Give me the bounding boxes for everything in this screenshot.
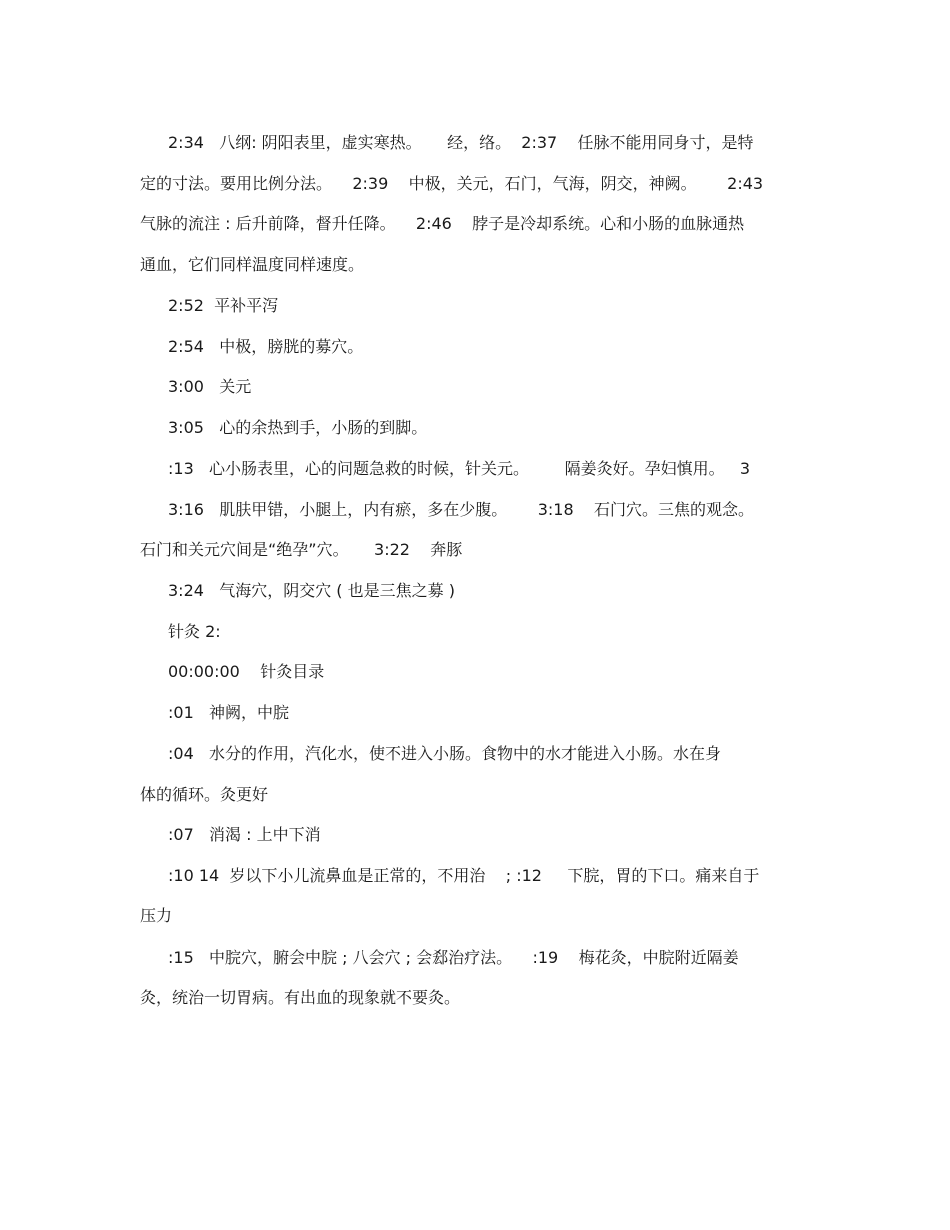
text-line: 3:24 气海穴，阴交穴 ( 也是三焦之募 ) (168, 581, 455, 600)
text-line: 压力 (140, 906, 173, 925)
text-line: :10 14 岁以下小儿流鼻血是正常的，不用治 ; :12 下脘，胃的下口。痛来自于 (168, 866, 760, 885)
text-line: 3:05 心的余热到手，小肠的到脚。 (168, 418, 428, 437)
text-line: :04 水分的作用，汽化水，使不进入小肠。食物中的水才能进入小肠。水在身 (168, 744, 722, 763)
text-line: :01 神阙，中脘 (168, 703, 290, 722)
text-line: :13 心小肠表里，心的问题急救的时候，针关元。 隔姜灸好。孕妇慎用。 3 (168, 459, 751, 478)
text-line: 2:54 中极，膀胱的募穴。 (168, 337, 364, 356)
text-line: :15 中脘穴，腑会中脘 ; 八会穴 ; 会郄治疗法。 :19 梅花灸，中脘附近隔姜 (168, 948, 739, 967)
text-line: 气脉的流注 : 后升前降，督升任降。 2:46 脖子是冷却系统。心和小肠的血脉通热 (140, 214, 745, 233)
text-line: 3:16 肌肤甲错，小腿上，内有瘀，多在少腹。 3:18 石门穴。三焦的观念。 (168, 500, 754, 519)
text-line: 针灸 2: (168, 622, 221, 641)
text-line: 石门和关元穴间是“绝孕”穴。 3:22 奔豚 (140, 540, 463, 559)
text-line: 3:00 关元 (168, 377, 252, 396)
text-line: 2:52 平补平泻 (168, 296, 279, 315)
text-line: 定的寸法。要用比例分法。 2:39 中极，关元，石门，气海，阴交，神阙。 2:43 (140, 174, 764, 193)
text-line: 灸，统治一切胃病。有出血的现象就不要灸。 (140, 988, 461, 1007)
text-line: :07 消渴 : 上中下消 (168, 825, 321, 844)
text-line: 体的循环。灸更好 (140, 785, 269, 804)
text-line: 通血，它们同样温度同样速度。 (140, 255, 365, 274)
text-line: 00:00:00 针灸目录 (168, 662, 325, 681)
text-line: 2:34 八纲: 阴阳表里，虚实寒热。 经，络。 2:37 任脉不能用同身寸，是特 (168, 133, 754, 152)
